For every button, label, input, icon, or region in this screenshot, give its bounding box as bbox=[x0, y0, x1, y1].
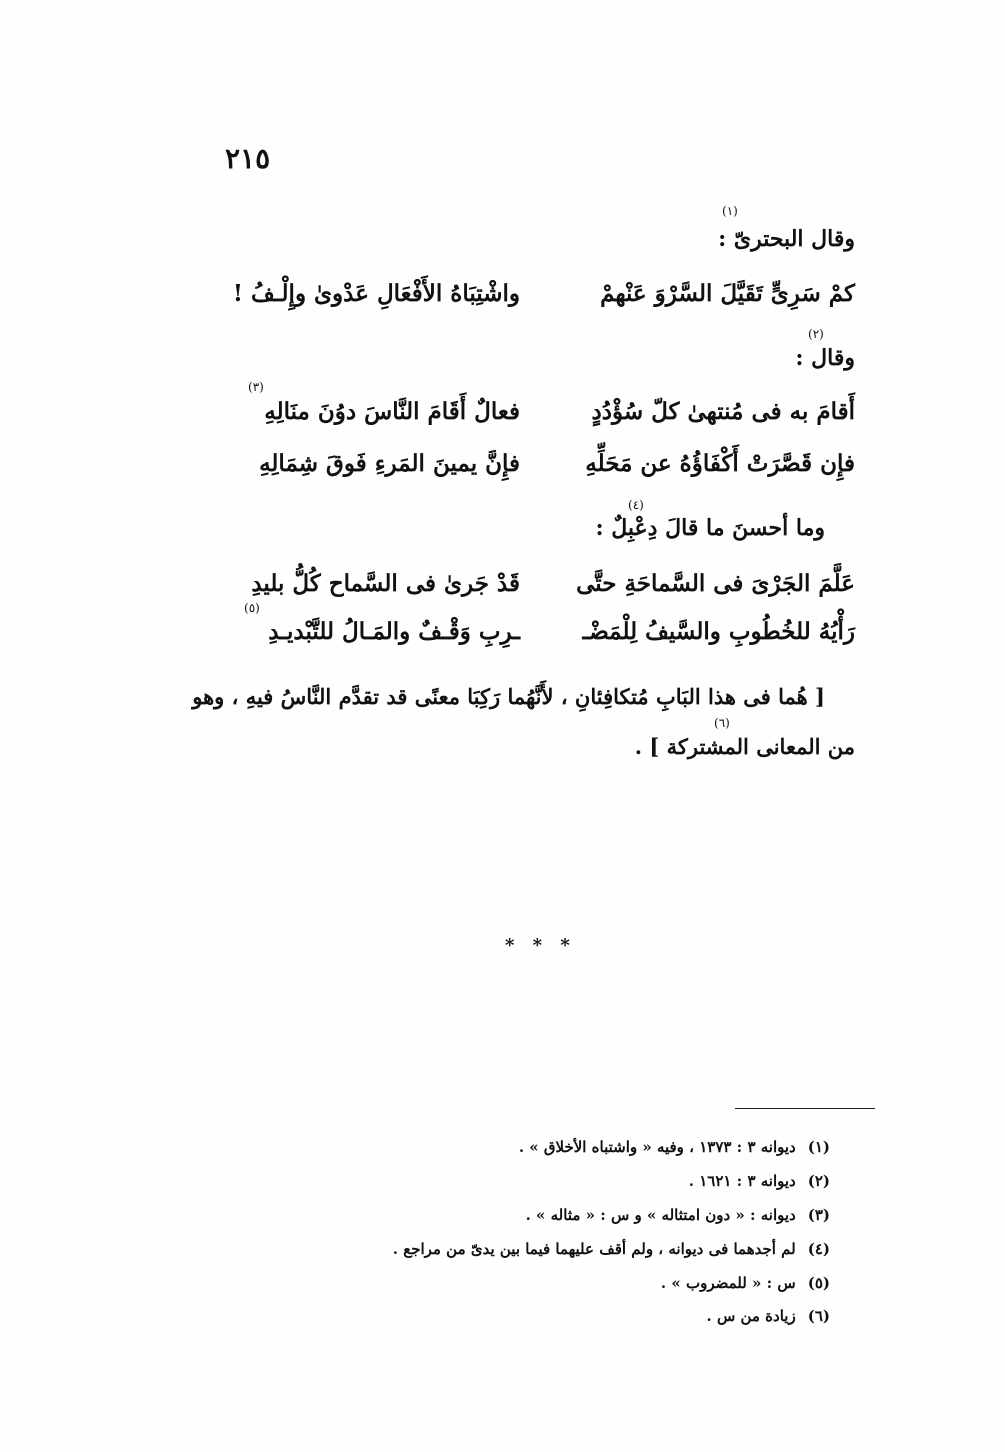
intro-line-qala: وقال : bbox=[795, 345, 855, 371]
intro-line-dibil: وما أحسنَ ما قالَ دِعْبِلٌ : bbox=[595, 515, 825, 541]
footnote-marker-1: (١) bbox=[722, 204, 738, 218]
footnote-marker-6: (٦) bbox=[714, 716, 730, 730]
footnote-marker-3: (٣) bbox=[248, 380, 264, 394]
footnote-marker-2: (٢) bbox=[808, 327, 824, 341]
verse-3-first-hemistich: فإِن قَصَّرَتْ أَكْفَاؤُهُ عن مَحَلِّهِ bbox=[585, 450, 855, 477]
footnote-2 bbox=[689, 1172, 830, 1190]
section-divider-stars: * * * bbox=[505, 935, 576, 956]
footnote-number: (٥) bbox=[807, 1274, 830, 1292]
verse-1-first-hemistich: كمْ سَرِىٍّ تَقَيَّلَ السَّرْوَ عَنْهمْ bbox=[600, 280, 855, 307]
footnote-rule bbox=[735, 1108, 875, 1109]
footnote-text: س : « للمضروب » . bbox=[660, 1274, 796, 1292]
verse-2-first-hemistich: أَقامَ به فى مُنتهىٰ كلّ سُؤْدُدٍ bbox=[591, 398, 855, 425]
footnote-text: زيادة من س . bbox=[706, 1307, 796, 1325]
intro-line-buhturi: وقال البحترىّ : bbox=[718, 226, 855, 252]
verse-4-first-hemistich: عَلَّمَ الجَرْىَ فى السَّماحَةِ حتَّى bbox=[576, 570, 855, 597]
verse-5-second-hemistich: ـرِبِ وَقْـفٌ والمَـالُ للتَّبْديـدِ bbox=[268, 618, 520, 645]
verse-2-second-hemistich: فعالٌ أَقَامَ النَّاسَ دوُنَ منَالِهِ bbox=[264, 398, 520, 425]
verse-4-second-hemistich: قَدْ جَرىٰ فى السَّماح كُلُّ بليدِ bbox=[251, 570, 520, 597]
commentary-line-2: من المعانى المشتركة ] . bbox=[634, 734, 855, 759]
footnote-marker-4: (٤) bbox=[628, 498, 644, 512]
verse-5-first-hemistich: رَأْيُهُ للخُطُوبِ والسَّيفُ لِلْمَضْـ bbox=[582, 618, 855, 645]
footnote-3 bbox=[526, 1206, 830, 1224]
commentary-line-1: [ هُما فى هذا البَابِ مُتكافِئانِ ، لأَنَّهُما رَكِبَا معنًى قد تقدَّم النَّاسُ فيهِ ، وهو bbox=[192, 684, 825, 709]
footnote-text: ديوانه ٣ : ١٣٧٣ ، وفيه « واشتباه الأخلاق » . bbox=[518, 1138, 796, 1156]
verse-1-second-hemistich: واشْتِبَاهُ الأَفْعَالِ عَدْوىٰ وإِلْـفُ ! bbox=[232, 280, 520, 307]
footnote-number: (٤) bbox=[807, 1240, 830, 1258]
footnote-5 bbox=[661, 1274, 830, 1292]
footnote-text: لم أجدهما فى ديوانه ، ولم أقف عليهما فيما بين يدىّ من مراجع . bbox=[392, 1240, 796, 1258]
footnote-text: ديوانه : « دون امتثاله » و س : « مثاله » . bbox=[525, 1206, 796, 1224]
verse-3-second-hemistich: فإِنَّ يمينَ المَرءِ فَوقَ شِمَالِهِ bbox=[259, 450, 520, 477]
footnote-number: (١) bbox=[807, 1138, 830, 1156]
footnote-1 bbox=[519, 1138, 830, 1156]
footnote-marker-5: (٥) bbox=[244, 601, 260, 615]
footnote-number: (٢) bbox=[807, 1172, 830, 1190]
footnote-6 bbox=[707, 1307, 830, 1325]
footnote-number: (٣) bbox=[807, 1206, 830, 1224]
footnote-text: ديوانه ٣ : ١٦٢١ . bbox=[688, 1172, 796, 1190]
footnote-number: (٦) bbox=[807, 1307, 830, 1325]
footnote-4 bbox=[393, 1240, 830, 1258]
page-number: ٢١٥ bbox=[225, 142, 271, 175]
